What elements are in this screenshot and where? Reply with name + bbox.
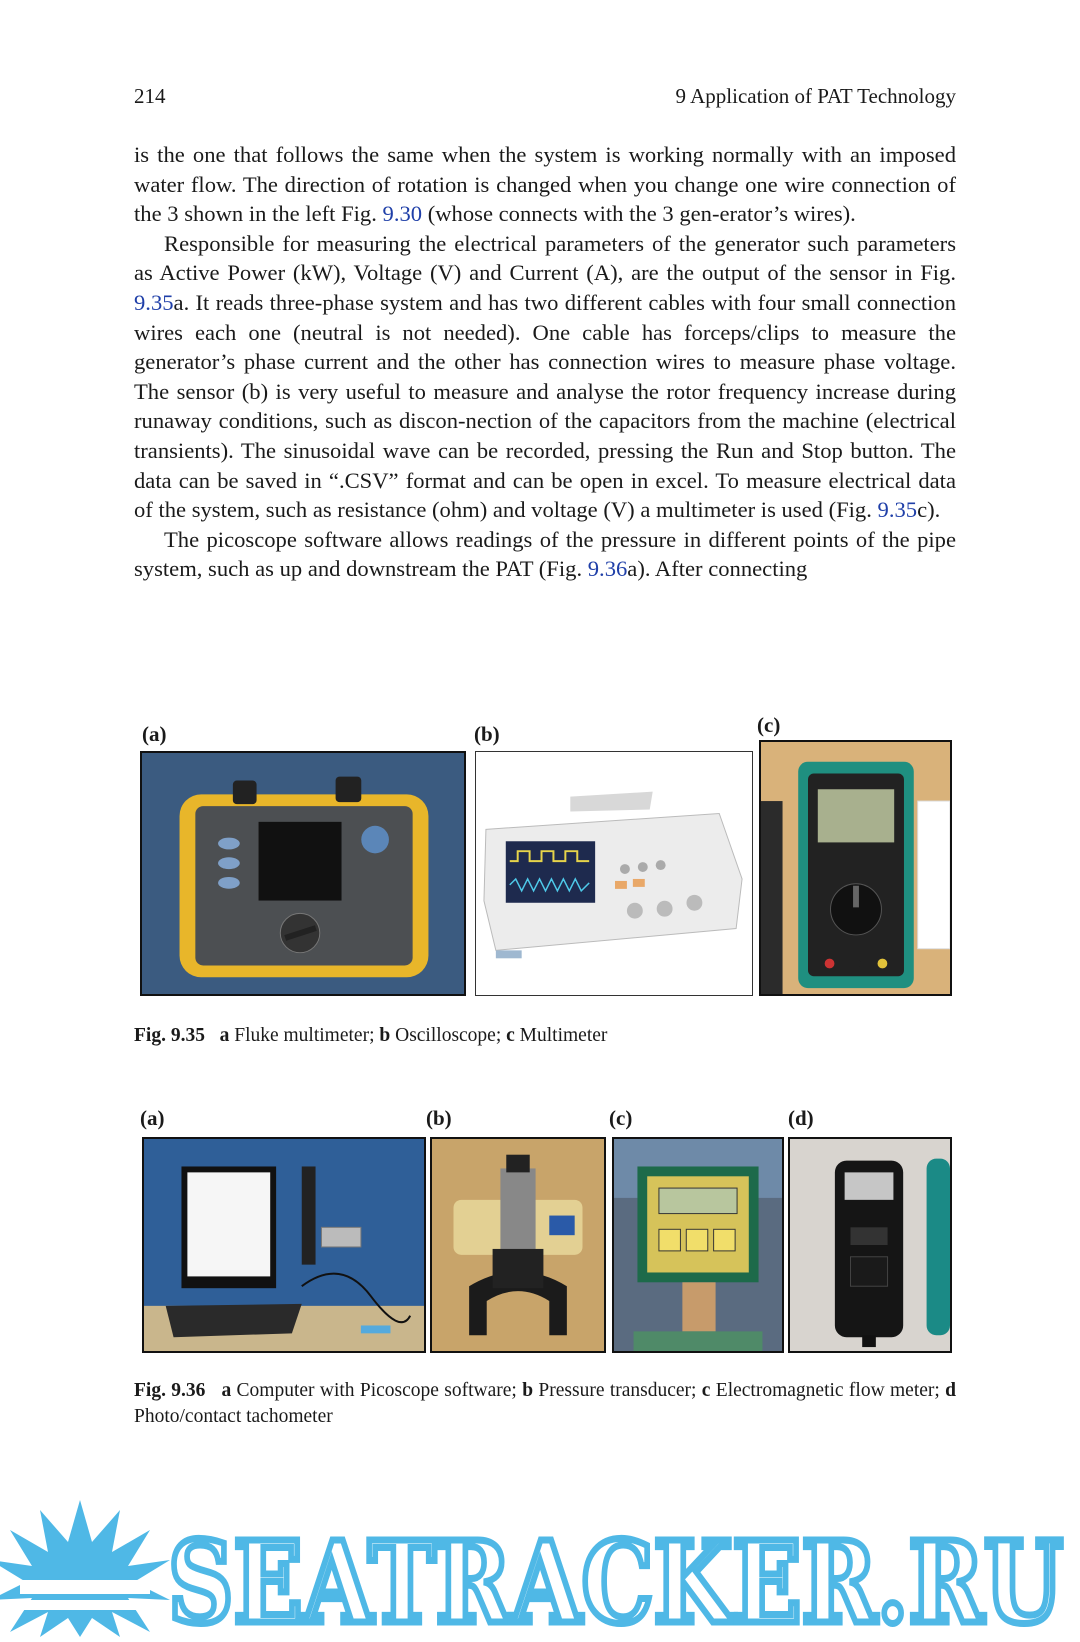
paragraph-2: Responsible for measuring the electrical parameters of the generator such parameters as Active Power (kW), Voltage (V) and Current (A), are the output of the sensor in Fig. 9.35a. It reads three-phase system and has two different cables with four small connection wires each one (neutral is not needed). One cable has forceps/clips to measure the generator’s phase current and the other has connection wires to measure phase voltage. The sensor (b) is very useful to measure and analyse the rotor frequency increase during runaway conditions, such as discon-nection of the capacitors from the machine (electrical transients). The sinusoidal wave can be recorded, pressing the Run and Stop button. The data can be saved in “.CSV” format and can be open in excel. To measure electrical data of the system, such as resistance (ohm) and voltage (V) a multimeter is used (Fig. 9.35c). bbox=[134, 230, 956, 523]
paragraph-1: is the one that follows the same when the system is working normally with an imposed water flow. The direction of rotation is changed when you change one wire connection of the 3 shown in the left Fig. 9.30 (whose connects with the 3 gen-erator’s wires). bbox=[134, 142, 956, 227]
sun-burst-icon bbox=[0, 1500, 170, 1637]
fig936-label-d: (d) bbox=[788, 1106, 814, 1130]
page-number: 214 bbox=[134, 84, 166, 108]
computer-picoscope-photo bbox=[142, 1137, 426, 1353]
tachometer-photo bbox=[788, 1137, 952, 1353]
figure-reference-link[interactable]: 9.30 bbox=[382, 201, 423, 227]
fluke-multimeter-photo bbox=[140, 751, 466, 996]
watermark-logo bbox=[0, 1500, 1080, 1637]
figure-reference-link[interactable]: 9.35 bbox=[877, 497, 918, 523]
watermark-text: SEATRACKER.RU bbox=[168, 1518, 1063, 1637]
fig935-caption: Fig. 9.35 a Fluke multimeter; b Oscilloscope; c Multimeter bbox=[134, 1025, 608, 1046]
electromagnetic-flow-meter-photo bbox=[612, 1137, 784, 1353]
handheld-multimeter-photo bbox=[759, 740, 952, 996]
oscilloscope-photo bbox=[475, 751, 753, 996]
running-header: 9 Application of PAT Technology bbox=[675, 84, 956, 108]
fig936-label-a: (a) bbox=[140, 1106, 165, 1130]
figure-reference-link[interactable]: 9.35 bbox=[134, 289, 174, 315]
body-text bbox=[134, 140, 956, 584]
fig935-label-a: (a) bbox=[142, 722, 167, 746]
fig936-label-c: (c) bbox=[609, 1106, 633, 1130]
fig935-label-b: (b) bbox=[474, 722, 500, 746]
paragraph-3: The picoscope software allows readings of the pressure in different points of the pipe system, such as up and downstream the PAT (Fig. 9.36a). After connecting bbox=[134, 526, 956, 582]
pressure-transducer-photo bbox=[430, 1137, 606, 1353]
fig936-caption: Fig. 9.36 a Computer with Picoscope software; b Pressure transducer; c Electromagnetic flow meter; d Photo/contact tachometer bbox=[134, 1380, 956, 1427]
figure-reference-link[interactable]: 9.36 bbox=[587, 556, 628, 582]
fig936-label-b: (b) bbox=[426, 1106, 452, 1130]
fig935-label-c: (c) bbox=[757, 713, 781, 737]
